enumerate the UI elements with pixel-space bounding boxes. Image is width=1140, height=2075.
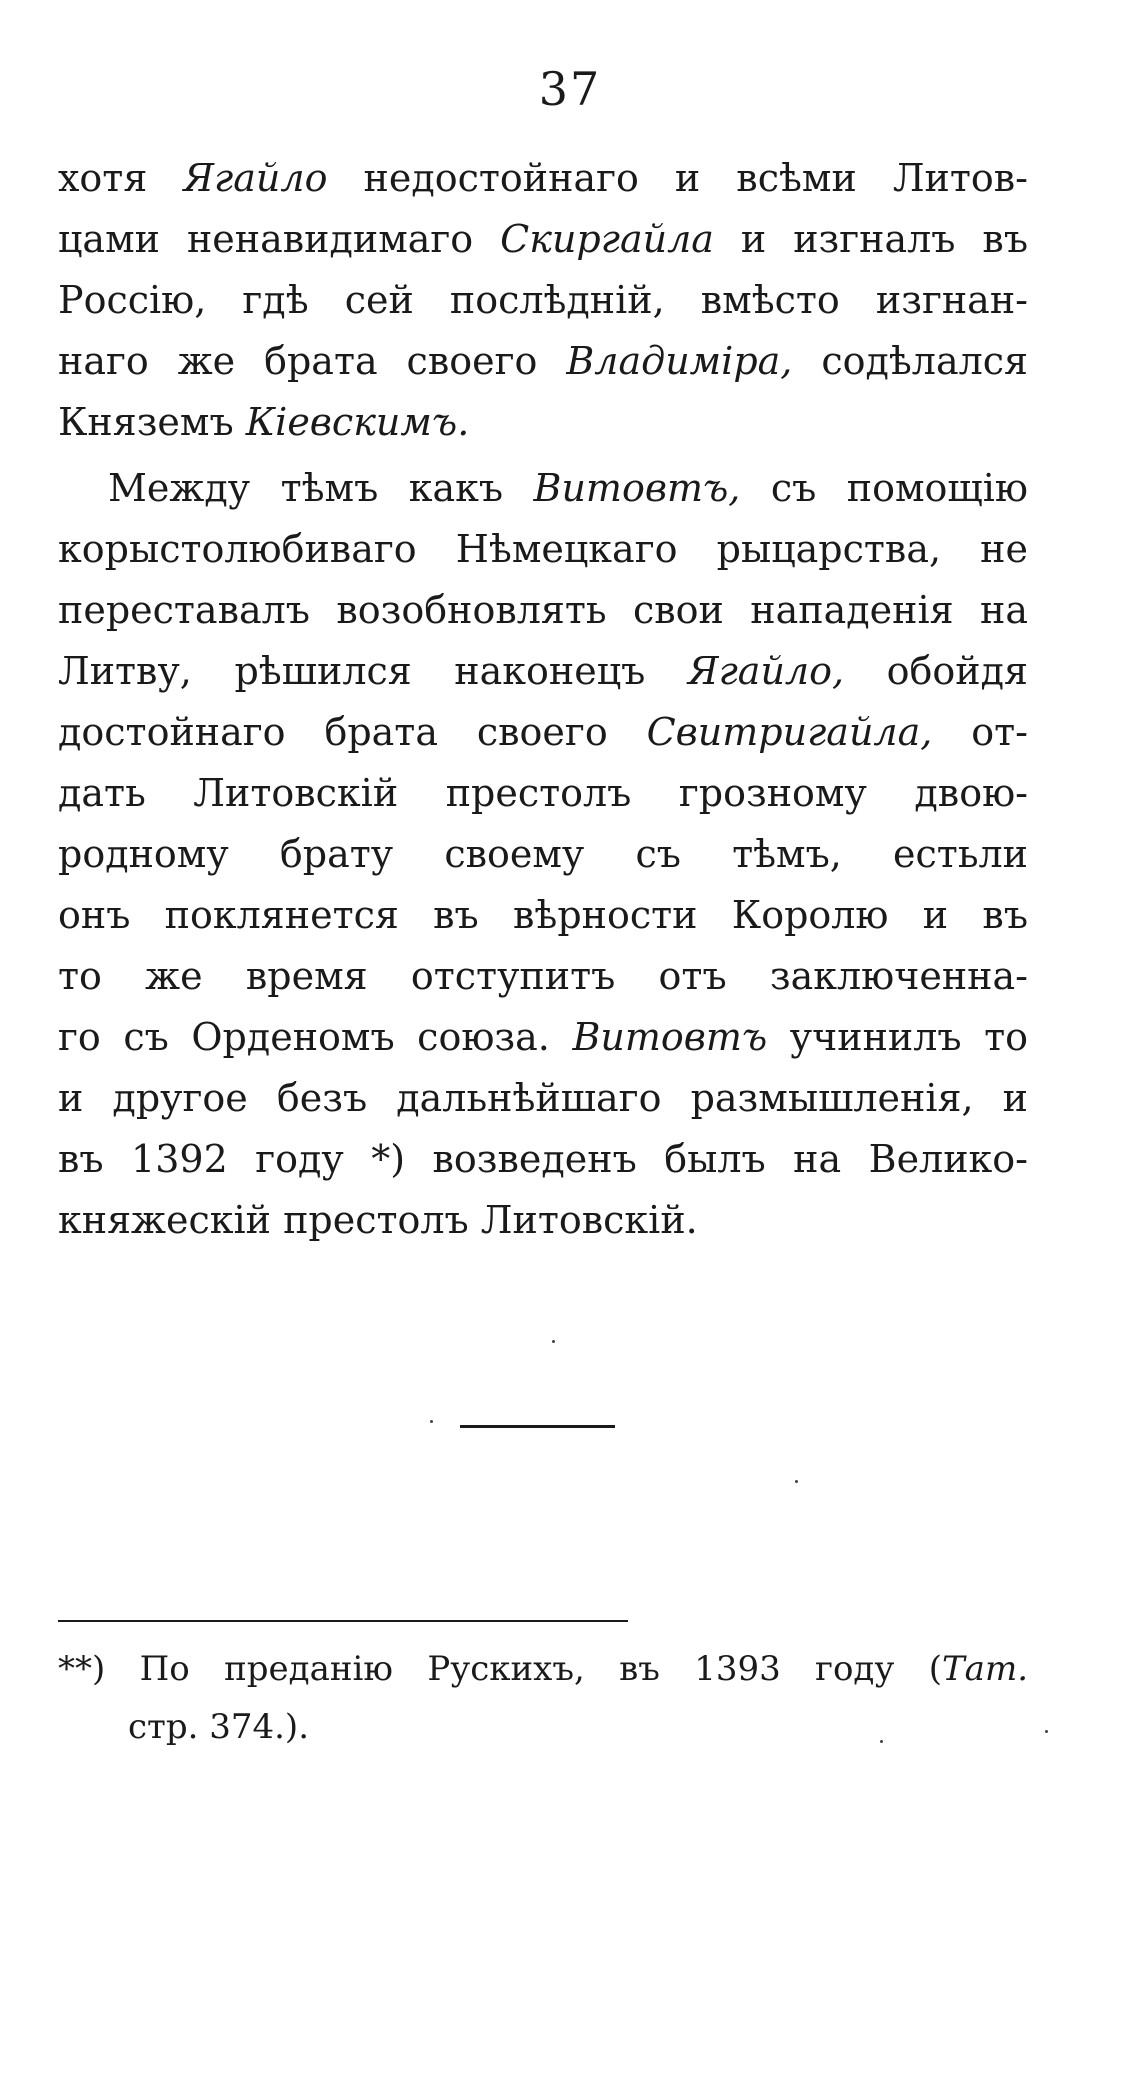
footnote xyxy=(58,1640,1028,1756)
text-run: Между тѣмъ какъ xyxy=(108,466,534,510)
text-run: переставалъ возобновлять свои нападенія на xyxy=(58,588,1028,632)
text-line xyxy=(58,824,1028,885)
text-run: обойдя xyxy=(844,649,1028,693)
page-number: 37 xyxy=(538,62,602,116)
text-run: наго же брата своего xyxy=(58,339,567,383)
text-line xyxy=(58,1007,1028,1068)
text-run: стр. 374.). xyxy=(128,1707,310,1747)
italic-name: Владиміра, xyxy=(566,339,793,383)
text-line xyxy=(58,885,1028,946)
italic-name: Скиргайла xyxy=(500,217,714,261)
text-run: корыстолюбиваго Нѣмецкаго рыцарства, не xyxy=(58,527,1028,571)
text-run: учинилъ то xyxy=(767,1015,1028,1059)
text-run: Княземъ xyxy=(58,400,246,444)
footnote-rule xyxy=(58,1620,628,1622)
text-run: цами ненавидимаго xyxy=(58,217,501,261)
print-speck xyxy=(430,1420,433,1423)
paragraph-1 xyxy=(58,148,1028,453)
italic-name: Тат. xyxy=(942,1649,1028,1689)
text-run: **) По преданію Рускихъ, въ 1393 году ( xyxy=(58,1649,942,1689)
italic-name: Витовтъ, xyxy=(533,466,741,510)
text-line xyxy=(58,702,1028,763)
text-run: онъ поклянется въ вѣрности Королю и въ xyxy=(58,893,1028,937)
text-run: содѣлался xyxy=(792,339,1028,383)
text-line xyxy=(58,331,1028,392)
text-line xyxy=(58,1190,1028,1251)
text-run: го съ Орденомъ союза. xyxy=(58,1015,573,1059)
print-speck xyxy=(1045,1730,1048,1733)
text-run: княжескій престолъ Литовскій. xyxy=(58,1198,698,1242)
text-line xyxy=(58,580,1028,641)
italic-name: Кіевскимъ. xyxy=(245,400,470,444)
italic-name: Витовтъ xyxy=(572,1015,768,1059)
text-line xyxy=(58,209,1028,270)
text-line xyxy=(58,519,1028,580)
print-speck xyxy=(552,1340,555,1343)
text-line xyxy=(58,270,1028,331)
text-run: хотя xyxy=(58,156,184,200)
text-line xyxy=(58,763,1028,824)
text-run: то же время отступитъ отъ заключенна- xyxy=(58,954,1028,998)
text-run: Литву, рѣшился наконецъ xyxy=(58,649,688,693)
text-run: дать Литовскій престолъ грозному двою- xyxy=(58,771,1028,815)
paragraph-2 xyxy=(58,458,1028,1251)
italic-name: Ягайло xyxy=(183,156,328,200)
text-line xyxy=(58,946,1028,1007)
text-line xyxy=(58,392,1028,453)
text-run: и другое безъ дальнѣйшаго размышленія, и xyxy=(58,1076,1028,1120)
text-run: и изгналъ въ xyxy=(713,217,1028,261)
footnote-line-2 xyxy=(58,1698,1028,1756)
footnote-line-1 xyxy=(58,1640,1028,1698)
text-line xyxy=(58,1068,1028,1129)
text-run: съ помощію xyxy=(740,466,1028,510)
text-run: родному брату своему съ тѣмъ, естьли xyxy=(58,832,1028,876)
text-line xyxy=(58,148,1028,209)
text-line xyxy=(58,641,1028,702)
text-run: въ 1392 году *) возведенъ былъ на Велико- xyxy=(58,1137,1028,1181)
print-speck xyxy=(795,1480,798,1483)
italic-name: Свитригайла, xyxy=(646,710,933,754)
text-line xyxy=(58,1129,1028,1190)
text-run: от- xyxy=(932,710,1028,754)
italic-name: Ягайло, xyxy=(687,649,845,693)
print-speck xyxy=(880,1740,883,1743)
text-run: достойнаго брата своего xyxy=(58,710,647,754)
text-run: Россію, гдѣ сей послѣдній, вмѣсто изгнан- xyxy=(58,278,1028,322)
text-line xyxy=(58,458,1028,519)
section-separator-rule xyxy=(460,1425,615,1428)
text-run: недостойнаго и всѣми Литов- xyxy=(327,156,1028,200)
